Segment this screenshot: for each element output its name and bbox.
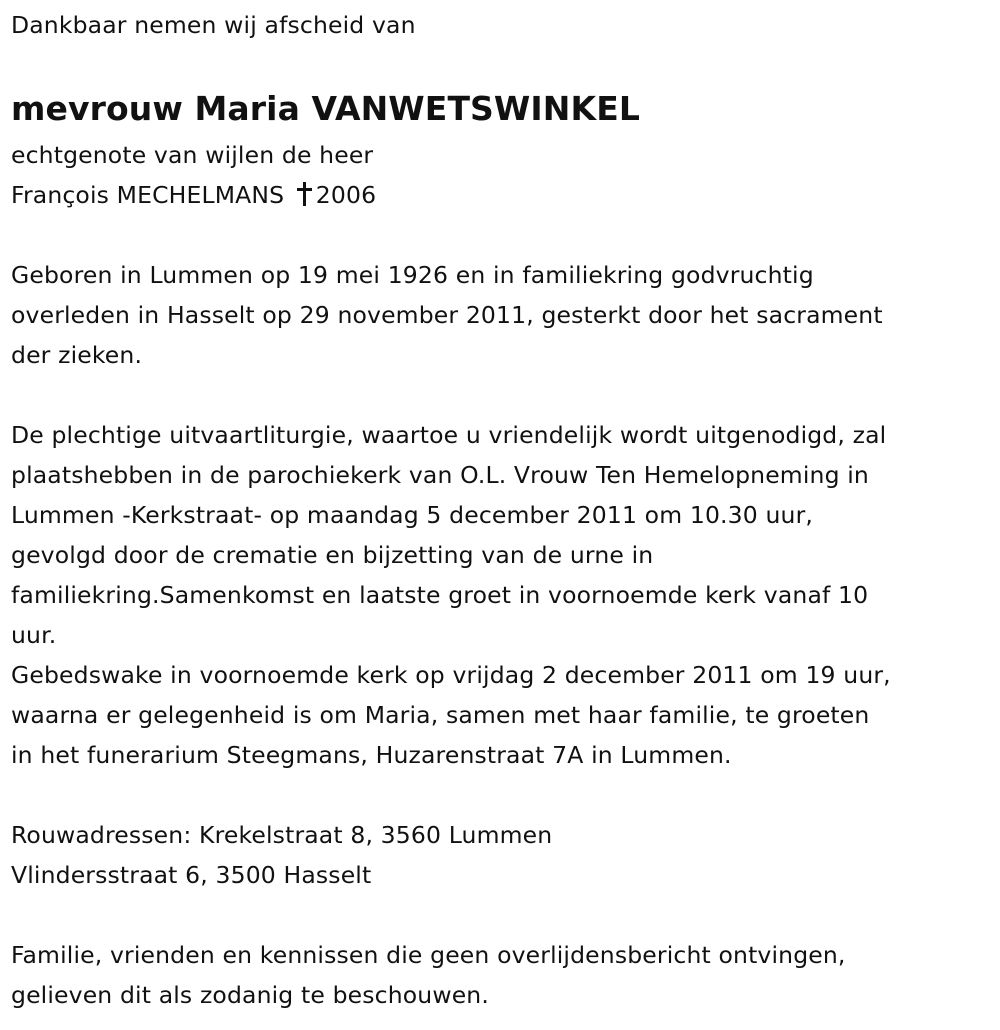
closing-paragraph [11,935,996,1015]
spouse-name-line [11,175,996,215]
spouse-death-year: 2006 [315,181,377,209]
paragraph-line: gelieven dit als zodanig te beschouwen. [11,981,489,1009]
deceased-name: mevrouw Maria VANWETSWINKEL [11,89,640,128]
birth-death-paragraph [11,255,996,375]
paragraph-line: waarna er gelegenheid is om Maria, samen met haar familie, te groeten [11,701,870,729]
paragraph-line: Familie, vrienden en kennissen die geen overlijdensbericht ontvingen, [11,941,846,969]
obituary-notice [11,0,996,1015]
paragraph-line: Lummen -Kerkstraat- op maandag 5 december 2011 om 10.30 uur, [11,501,814,529]
funeral-paragraph [11,415,996,655]
paragraph-line: Geboren in Lummen op 19 mei 1926 en in familiekring godvruchtig [11,261,814,289]
paragraph-line: De plechtige uitvaartliturgie, waartoe u vriendelijk wordt uitgenodigd, zal [11,421,887,449]
paragraph-line: der zieken. [11,341,143,369]
address-line: Rouwadressen: Krekelstraat 8, 3560 Lummen [11,821,553,849]
paragraph-line: in het funerarium Steegmans, Huzarenstraat 7A in Lummen. [11,741,732,769]
spacer [11,45,996,83]
addresses-block [11,815,996,895]
spouse-name: François MECHELMANS [11,181,285,209]
paragraph-line: overleden in Hasselt op 29 november 2011, gesterkt door het sacrament [11,301,883,329]
cross-icon [296,182,314,206]
spacer [11,215,996,255]
paragraph-line: Gebedswake in voornoemde kerk op vrijdag 2 december 2011 om 19 uur, [11,661,891,689]
paragraph-line: uur. [11,621,57,649]
wake-paragraph [11,655,996,775]
spouse-line: echtgenote van wijlen de heer [11,141,374,169]
address-line: Vlindersstraat 6, 3500 Hasselt [11,861,372,889]
spacer [11,775,996,815]
spacer [11,895,996,935]
intro-text: Dankbaar nemen wij afscheid van [11,11,416,39]
spacer [11,375,996,415]
paragraph-line: familiekring.Samenkomst en laatste groet in voornoemde kerk vanaf 10 [11,581,869,609]
paragraph-line: plaatshebben in de parochiekerk van O.L. Vrouw Ten Hemelopneming in [11,461,869,489]
paragraph-line: gevolgd door de crematie en bijzetting van de urne in [11,541,654,569]
